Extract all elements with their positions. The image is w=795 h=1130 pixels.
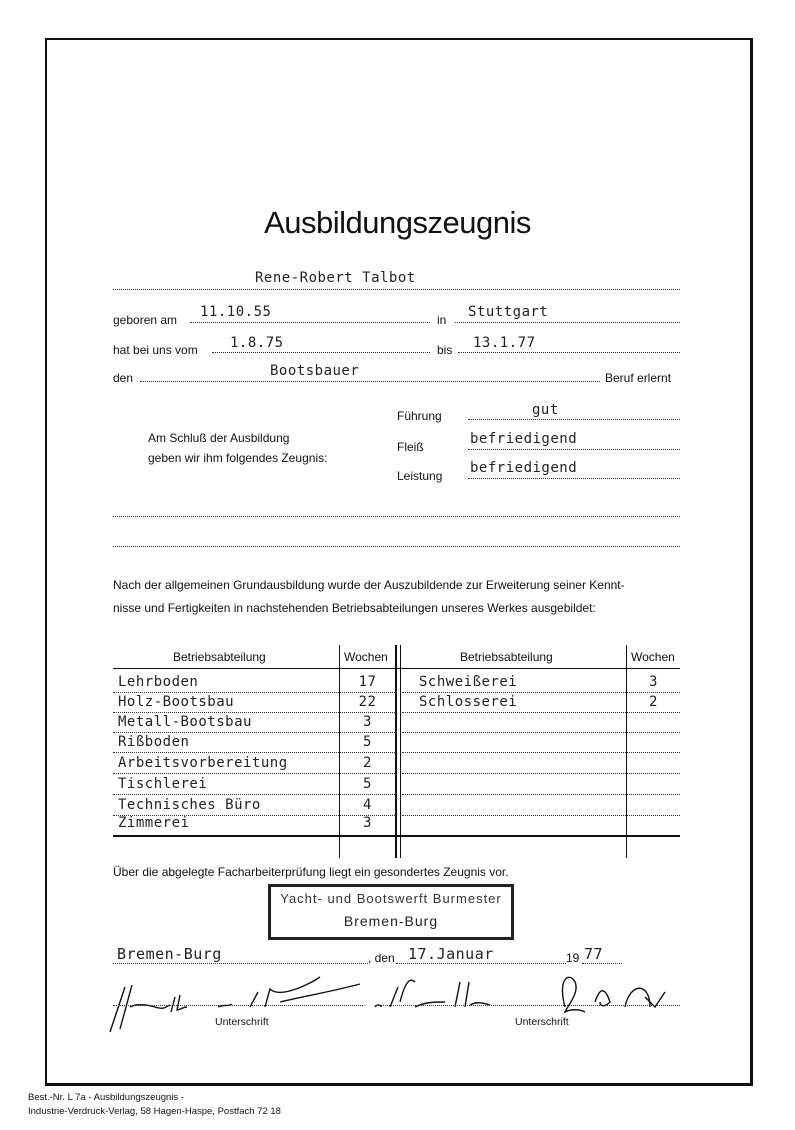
table-cell-department: Schlosserei — [419, 694, 518, 710]
profession-value: Bootsbauer — [270, 363, 360, 379]
column-divider — [400, 645, 401, 858]
table-cell-department: Metall-Bootsbau — [118, 714, 252, 730]
grade-line — [468, 419, 680, 420]
profession-suffix: Beruf erlernt — [605, 371, 672, 385]
footer-line-1: Best.-Nr. L 7a - Ausbildungszeugnis - — [28, 1092, 184, 1103]
apprentice-name: Rene-Robert Talbot — [255, 270, 416, 286]
table-cell-weeks: 3 — [363, 714, 372, 730]
birth-date-line — [190, 322, 430, 323]
signature-line-left — [113, 1005, 363, 1006]
signature-line-right — [375, 1005, 680, 1006]
table-cell-department: Arbeitsvorbereitung — [118, 755, 288, 771]
table-cell-weeks: 22 — [358, 694, 377, 710]
grade-label-leistung: Leistung — [397, 469, 443, 483]
place-line — [113, 963, 368, 964]
table-cell-department: Tischlerei — [118, 776, 208, 792]
grade-value-fuehrung: gut — [532, 402, 559, 418]
signature-right-1 — [375, 980, 490, 1007]
grade-label-fuehrung: Führung — [397, 409, 442, 423]
grade-value-fleiss: befriedigend — [470, 431, 578, 447]
row-line-left — [113, 712, 395, 713]
table-cell-weeks: 3 — [363, 815, 372, 831]
grade-label-fleiss: Fleiß — [397, 440, 424, 454]
year-line — [582, 963, 622, 964]
signatures — [100, 967, 700, 1037]
exam-note: Über die abgelegte Facharbeiterprüfung liegt ein gesondertes Zeugnis vor. — [113, 865, 509, 879]
table-cell-department: Holz-Bootsbau — [118, 694, 235, 710]
period-from: 1.8.75 — [230, 335, 284, 351]
year: 77 — [584, 945, 604, 963]
row-line-right — [402, 773, 680, 774]
period-to-line — [458, 352, 680, 353]
paragraph-line-2: nisse und Fertigkeiten in nachstehenden Betriebsabteilungen unseres Werkes ausgebildet: — [113, 601, 596, 615]
table-cell-weeks: 4 — [363, 797, 372, 813]
row-line-right — [402, 752, 680, 753]
paragraph-line-1: Nach der allgemeinen Grundausbildung wurde der Auszubildende zur Erweiterung seiner Kennt- — [113, 578, 625, 592]
table-cell-weeks: 2 — [363, 755, 372, 771]
period-from-line — [212, 352, 430, 353]
birth-date: 11.10.55 — [200, 304, 272, 320]
header-department-right: Betriebsabteilung — [460, 650, 553, 664]
blank-line — [113, 546, 680, 547]
table-cell-weeks: 3 — [649, 674, 658, 690]
row-line-right — [402, 692, 680, 693]
row-line-left — [113, 752, 395, 753]
name-line — [113, 289, 680, 290]
signature-label-left: Unterschrift — [215, 1016, 269, 1028]
header-department-left: Betriebsabteilung — [173, 650, 266, 664]
row-line-left — [113, 692, 395, 693]
column-divider — [395, 645, 397, 858]
date-line — [396, 963, 566, 964]
table-cell-weeks: 5 — [363, 776, 372, 792]
birth-place: Stuttgart — [468, 304, 549, 320]
signature-right-2 — [562, 977, 665, 1012]
date: 17.Januar — [408, 945, 494, 963]
grades-intro-2: geben wir ihm folgendes Zeugnis: — [148, 451, 328, 465]
period-to: 13.1.77 — [473, 335, 536, 351]
row-line-right — [402, 794, 680, 795]
birth-label: geboren am — [113, 313, 178, 327]
row-line-right — [402, 815, 680, 816]
den-label: , den — [368, 951, 395, 965]
stamp-company: Yacht- und Bootswerft Burmester — [280, 891, 502, 906]
grade-value-leistung: befriedigend — [470, 460, 578, 476]
profession-line — [140, 381, 600, 382]
grades-intro-1: Am Schluß der Ausbildung — [148, 431, 290, 445]
birth-place-label: in — [437, 313, 447, 327]
grade-line — [468, 449, 680, 450]
row-line-right — [402, 732, 680, 733]
year-prefix: 19 — [566, 951, 580, 965]
table-cell-department: Rißboden — [118, 734, 190, 750]
period-label: hat bei uns vom — [113, 343, 198, 357]
table-cell-department: Zimmerei — [118, 815, 190, 831]
table-cell-department: Lehrboden — [118, 674, 199, 690]
place: Bremen-Burg — [117, 945, 222, 963]
birth-place-line — [455, 322, 680, 323]
grade-line — [468, 478, 680, 479]
blank-line — [113, 516, 680, 517]
table-cell-department: Schweißerei — [419, 674, 518, 690]
profession-prefix: den — [113, 371, 134, 385]
document-title: Ausbildungszeugnis — [264, 205, 531, 240]
signature-left-2 — [218, 977, 360, 1007]
row-line-left — [113, 794, 395, 795]
company-stamp — [268, 884, 514, 940]
signature-left-1 — [110, 985, 187, 1032]
table-cell-weeks: 17 — [358, 674, 377, 690]
stamp-city: Bremen-Burg — [343, 913, 439, 929]
period-to-label: bis — [437, 343, 453, 357]
table-cell-weeks: 2 — [649, 694, 658, 710]
row-line-left — [113, 732, 395, 733]
row-line-right — [402, 712, 680, 713]
signature-label-right: Unterschrift — [515, 1016, 569, 1028]
table-cell-weeks: 5 — [363, 734, 372, 750]
header-weeks-left: Wochen — [344, 650, 388, 664]
table-cell-department: Technisches Büro — [118, 797, 261, 813]
footer-line-2: Industrie-Verdruck-Verlag, 58 Hagen-Haspe, Postfach 72 18 — [28, 1106, 281, 1117]
row-line-left — [113, 773, 395, 774]
header-weeks-right: Wochen — [631, 650, 675, 664]
